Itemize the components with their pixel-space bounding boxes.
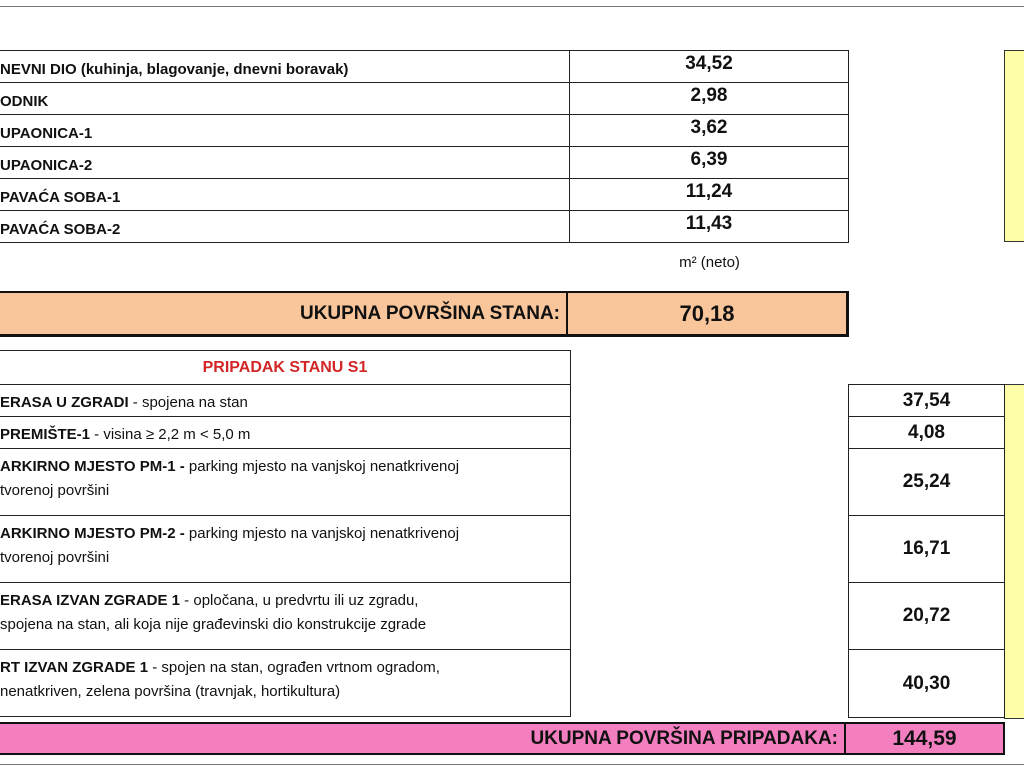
highlight-column	[1004, 384, 1024, 719]
table-row	[0, 179, 849, 211]
table-row	[0, 115, 849, 147]
belonging-description	[0, 583, 571, 650]
room-name: UPAONICA-2	[0, 147, 570, 178]
belonging-name: ERASA U ZGRADI	[0, 394, 129, 411]
belonging-area: 37,54	[848, 384, 1005, 417]
room-area: 2,98	[570, 83, 849, 114]
room-area: 3,62	[570, 115, 849, 146]
room-area: 11,43	[570, 211, 849, 242]
room-area: 34,52	[570, 51, 849, 82]
bottom-border	[0, 764, 1024, 765]
belonging-description	[0, 650, 571, 717]
total-belongings-row	[0, 722, 1005, 755]
belonging-desc-line2: tvorenoj površini	[0, 549, 110, 566]
belonging-description	[0, 417, 571, 449]
belonging-area: 4,08	[848, 417, 1005, 449]
belonging-desc: - opločana, u predvrtu ili uz zgradu,	[180, 592, 419, 609]
belonging-area: 40,30	[848, 650, 1005, 718]
belonging-name: ERASA IZVAN ZGRADE 1	[0, 592, 181, 609]
belonging-desc: parking mjesto na vanjskoj nenatkrivenoj	[184, 525, 460, 542]
belongings-title: PRIPADAK STANU S1	[0, 350, 571, 385]
total-apartment-label: UKUPNA POVRŠINA STANA:	[0, 293, 568, 334]
belonging-desc-line2: spojena na stan, ali koja nije građevinski dio konstrukcije zgrade	[0, 616, 427, 633]
total-belongings-label: UKUPNA POVRŠINA PRIPADAKA:	[0, 724, 846, 753]
room-name: PAVAĆA SOBA-1	[0, 179, 570, 210]
room-area: 6,39	[570, 147, 849, 178]
belonging-description	[0, 385, 571, 417]
total-apartment-value: 70,18	[679, 300, 735, 326]
belonging-desc-line2: tvorenoj površini	[0, 482, 110, 499]
belonging-name: ARKIRNO MJESTO PM-2 -	[0, 525, 185, 542]
total-belongings-value: 144,59	[892, 726, 957, 750]
belonging-desc: - spojena na stan	[128, 394, 248, 411]
highlight-column	[1004, 50, 1024, 242]
belonging-desc-line2: nenatkriven, zelena površina (travnjak, hortikultura)	[0, 683, 341, 700]
table-row	[0, 51, 849, 83]
table-row	[0, 83, 849, 115]
belonging-area: 25,24	[848, 449, 1005, 516]
belonging-desc: - visina ≥ 2,2 m < 5,0 m	[90, 426, 251, 443]
table-row	[0, 147, 849, 179]
belonging-name: PREMIŠTE-1	[0, 426, 91, 443]
room-name: UPAONICA-1	[0, 115, 570, 146]
belonging-name: RT IZVAN ZGRADE 1	[0, 659, 149, 676]
total-apartment-row	[0, 291, 849, 337]
room-name: PAVAĆA SOBA-2	[0, 211, 570, 242]
belonging-desc: - spojen na stan, ograđen vrtnom ogradom,	[148, 659, 440, 676]
units-label: m² (neto)	[679, 254, 740, 271]
table-row	[0, 211, 849, 243]
room-name: NEVNI DIO (kuhinja, blagovanje, dnevni boravak)	[0, 51, 570, 82]
rooms-table	[0, 50, 849, 244]
top-border	[0, 6, 1024, 7]
room-name: ODNIK	[0, 83, 570, 114]
room-area: 11,24	[570, 179, 849, 210]
belonging-description	[0, 516, 571, 583]
belonging-area: 16,71	[848, 516, 1005, 583]
belonging-description	[0, 449, 571, 516]
belonging-area: 20,72	[848, 583, 1005, 650]
belonging-name: ARKIRNO MJESTO PM-1 -	[0, 458, 185, 475]
belonging-desc: parking mjesto na vanjskoj nenatkrivenoj	[184, 458, 460, 475]
